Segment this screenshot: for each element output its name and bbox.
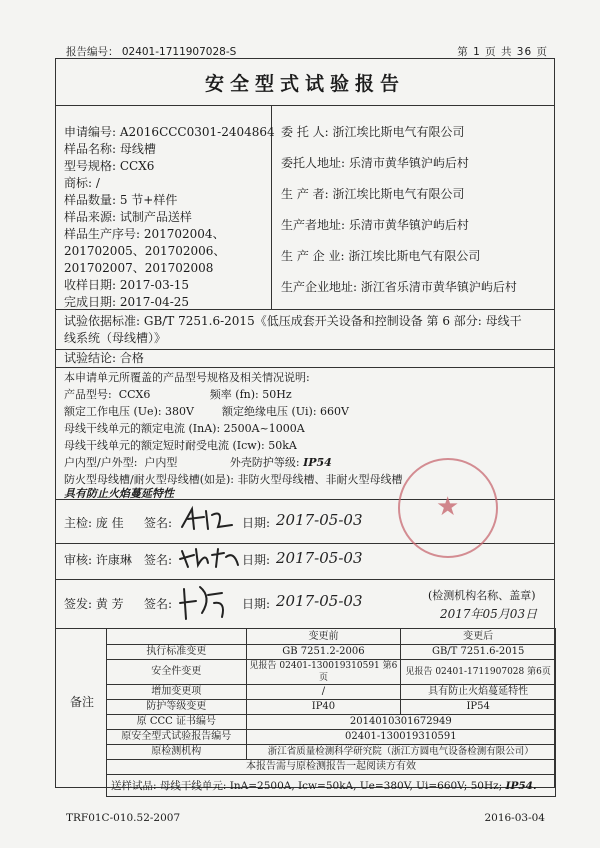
test-conclusion: 试验结论: 合格 — [64, 351, 144, 365]
reviewer-role: 审核: 许康琳 — [64, 553, 132, 567]
form-code: TRF01C-010.52-2007 — [66, 812, 181, 824]
issuer-date: 2017-05-03 — [276, 592, 363, 610]
row-label: 原 CCC 证书编号 — [107, 715, 247, 730]
before-value: IP40 — [246, 700, 401, 715]
info-line: 型号规格: CCX6 — [64, 159, 155, 173]
row-label: 增加变更项 — [107, 685, 247, 700]
table-note: 本报告需与原检测报告一起阅读方有效 — [107, 760, 556, 775]
inspector-role: 主检: 庞 佳 — [64, 516, 124, 530]
issuer-role: 签发: 黄 芳 — [64, 597, 124, 611]
inspector-date: 2017-05-03 — [276, 511, 363, 529]
info-line: 样品名称: 母线槽 — [64, 142, 156, 156]
producer-address-label: 生产者地址: — [281, 218, 346, 232]
table-header: 变更后 — [401, 629, 556, 645]
issuer-date-label: 日期: — [242, 597, 271, 611]
client-label: 委 托 人: — [281, 125, 329, 139]
before-value: 见报告 02401-130019310591 第6页 — [246, 660, 401, 685]
divider — [56, 349, 554, 350]
info-line: 201702005、201702006、 — [64, 244, 226, 258]
coverage-line: 母线干线单元的额定短时耐受电流 (Icw): 50kA — [64, 439, 297, 452]
info-line: 完成日期: 2017-04-25 — [64, 295, 190, 309]
manufacturer-address-label: 生产企业地址: — [281, 280, 358, 294]
manufacturer-label: 生 产 企 业: — [281, 249, 345, 263]
test-standard: 试验依据标准: GB/T 7251.6-2015《低压成套开关设备和控制设备 第 6 部分: 母线干 — [64, 314, 522, 328]
coverage-block — [64, 371, 403, 490]
info-line: 样品来源: 试制产品送样 — [64, 210, 192, 224]
row-label: 执行标准变更 — [107, 645, 247, 660]
client-value: 浙江埃比斯电气有限公司 — [332, 125, 465, 139]
coverage-line: 母线干线单元的额定电流 (InA): 2500A~1000A — [64, 422, 305, 435]
manufacturer-value: 浙江埃比斯电气有限公司 — [348, 249, 481, 263]
info-line: 商标: / — [64, 176, 100, 190]
client-address-label: 委托人地址: — [281, 156, 346, 170]
coverage-line: 产品型号: CCX6 频率 (fn): 50Hz — [64, 388, 292, 401]
fire-note: 具有防止火焰蔓延特性 — [64, 487, 174, 500]
stamp-caption: (检测机构名称、盖章) — [428, 589, 536, 602]
after-value: 具有防止火焰蔓延特性 — [401, 685, 556, 700]
ip-rating: IP54 — [303, 456, 332, 469]
coverage-line: 本申请单元所覆盖的产品型号规格及相关情况说明: — [64, 371, 310, 384]
test-standard-cont: 线系统（母线槽）》 — [64, 331, 167, 345]
inspector-sign-label: 签名: — [144, 516, 173, 530]
reviewer-signature — [178, 543, 242, 571]
sample-line: 送样试品: 母线干线单元: InA=2500A, Icw=50kA, Ue=380V, Ui=660V; 50Hz; — [111, 779, 503, 792]
manufacturer-address-value: 浙江省乐清市黄华镇沪屿后村 — [360, 280, 517, 294]
row-label: 原安全型式试验报告编号 — [107, 730, 247, 745]
report-form — [55, 58, 555, 792]
inspector-signature — [178, 505, 238, 533]
producer-value: 浙江埃比斯电气有限公司 — [332, 187, 465, 201]
coverage-line: 户内型/户外型: 户内型 外壳防护等级: — [64, 456, 300, 469]
reviewer-sign-label: 签名: — [144, 553, 173, 567]
after-value: GB/T 7251.6-2015 — [401, 645, 556, 660]
stamp-star-icon: ★ — [436, 492, 460, 522]
row-label: 原检测机构 — [107, 745, 247, 760]
inspector-date-label: 日期: — [242, 516, 271, 530]
divider — [56, 579, 554, 580]
span-value: 2014010301672949 — [246, 715, 555, 730]
info-line: 申请编号: A2016CCC0301-2404864 — [64, 125, 275, 139]
span-value: 02401-130019310591 — [246, 730, 555, 745]
coverage-line: 额定工作电压 (Ue): 380V 额定绝缘电压 (Ui): 660V — [64, 405, 349, 418]
row-label: 防护等级变更 — [107, 700, 247, 715]
change-table — [106, 628, 556, 797]
sample-info — [64, 125, 275, 310]
client-address-value: 乐清市黄华镇沪屿后村 — [348, 156, 469, 170]
reviewer-date: 2017-05-03 — [276, 549, 363, 567]
issuer-sign-label: 签名: — [144, 597, 173, 611]
client-info — [281, 125, 517, 311]
info-line: 样品数量: 5 节+样件 — [64, 193, 178, 207]
divider — [56, 105, 554, 106]
report-title: 安全型式试验报告 — [204, 73, 405, 95]
stamp-date: 2017年05月03日 — [440, 607, 538, 621]
producer-address-value: 乐清市黄华镇沪屿后村 — [348, 218, 469, 232]
span-value: 浙江省质量检测科学研究院（浙江方圆电气设备检测有限公司） — [246, 745, 555, 760]
coverage-line: 防火型母线槽/耐火型母线槽(如是): 非防火型母线槽、非耐火型母线槽 — [64, 473, 403, 486]
producer-label: 生 产 者: — [281, 187, 329, 201]
before-value: GB 7251.2-2006 — [246, 645, 401, 660]
report-number: 报告编号： 02401-1711907028-S — [66, 46, 237, 58]
info-line: 201702007、201702008 — [64, 261, 214, 275]
table-cell — [107, 629, 247, 645]
remarks-label: 备注 — [70, 695, 95, 709]
divider — [56, 367, 554, 368]
row-label: 安全件变更 — [107, 660, 247, 685]
form-date: 2016-03-04 — [484, 812, 545, 824]
before-value: / — [246, 685, 401, 700]
info-line: 收样日期: 2017-03-15 — [64, 278, 190, 292]
reviewer-date-label: 日期: — [242, 553, 271, 567]
after-value: 见报告 02401-1711907028 第6页 — [401, 660, 556, 685]
after-value: IP54 — [401, 700, 556, 715]
sample-ip: IP54. — [505, 779, 537, 792]
issuer-signature — [178, 583, 238, 623]
info-line: 样品生产序号: 201702004、 — [64, 227, 225, 241]
page-indicator: 第 1 页 共 36 页 — [457, 46, 548, 58]
table-header: 变更前 — [246, 629, 401, 645]
